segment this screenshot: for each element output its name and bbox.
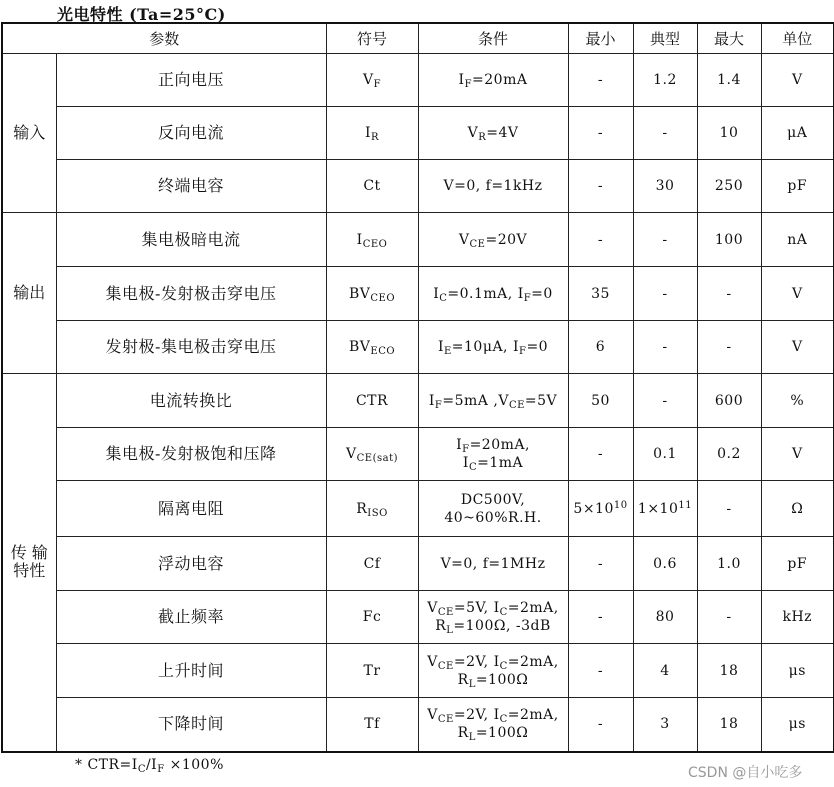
header-symbol: 符号 [326, 23, 418, 54]
symbol: Tr [326, 644, 418, 698]
unit: V [761, 54, 834, 107]
max-value: 600 [697, 374, 761, 428]
symbol: $BV_{ECO}$ [326, 321, 418, 374]
table-row [2, 321, 834, 374]
typ-value: 4 [633, 644, 697, 698]
symbol: Ct [326, 160, 418, 213]
symbol: $I_R$ [326, 107, 418, 160]
header-typ: 典型 [633, 23, 697, 54]
header-param: 参数 [2, 23, 326, 54]
header-min: 最小 [568, 23, 633, 54]
condition: $I_F=5mA$ $,V_{CE}=5V$ [418, 374, 568, 428]
condition: $I_F=20mA$ [418, 54, 568, 107]
unit: nA [761, 213, 834, 267]
group-transfer: 传 输 特性 [2, 374, 56, 752]
symbol: Tf [326, 698, 418, 752]
condition: $I_F=20mA$, $I_C=1mA$ [418, 428, 568, 481]
table-row [2, 374, 834, 428]
param-name: 上升时间 [56, 644, 326, 698]
table-row [2, 267, 834, 321]
typ-value: - [633, 321, 697, 374]
unit: pF [761, 160, 834, 213]
condition: $V_{CE}=2V$, $I_C=2mA$, $R_L=100\Omega$ [418, 698, 568, 752]
typ-value: 0.1 [633, 428, 697, 481]
condition: $I_E=10\mu A$, $I_F=0$ [418, 321, 568, 374]
param-name: 集电极-发射极击穿电压 [56, 267, 326, 321]
unit: V [761, 428, 834, 481]
symbol: $BV_{CEO}$ [326, 267, 418, 321]
typ-value: - [633, 267, 697, 321]
table-row [2, 644, 834, 698]
max-value: 1.0 [697, 537, 761, 591]
typ-value: $1\times 10^{11}$ [633, 481, 697, 537]
typ-value: - [633, 107, 697, 160]
param-name: 集电极暗电流 [56, 213, 326, 267]
table-row [2, 54, 834, 107]
min-value: - [568, 537, 633, 591]
min-value: $5\times 10^{10}$ [568, 481, 633, 537]
typ-value: 3 [633, 698, 697, 752]
typ-value: - [633, 374, 697, 428]
group-input: 输入 [2, 54, 56, 213]
max-value: 0.2 [697, 428, 761, 481]
table-row [2, 213, 834, 267]
symbol: $R_{ISO}$ [326, 481, 418, 537]
typ-value: 0.6 [633, 537, 697, 591]
typ-value: 30 [633, 160, 697, 213]
max-value: 1.4 [697, 54, 761, 107]
symbol: $V_{CE(sat)}$ [326, 428, 418, 481]
header-row [2, 23, 834, 54]
table-row [2, 591, 834, 644]
footnote: * $CTR=I_C/I_F \times 100\%$ [75, 757, 224, 775]
min-value: - [568, 698, 633, 752]
condition: DC500V, 40~60%R.H. [418, 481, 568, 537]
min-value: - [568, 591, 633, 644]
min-value: - [568, 107, 633, 160]
group-output: 输出 [2, 213, 56, 374]
symbol: Fc [326, 591, 418, 644]
condition: $V_R=4V$ [418, 107, 568, 160]
symbol: CTR [326, 374, 418, 428]
min-value: - [568, 428, 633, 481]
condition: $V_{CE}=5V$, $I_C=2mA$, $R_L=100\Omega$, -3dB [418, 591, 568, 644]
header-max: 最大 [697, 23, 761, 54]
unit: μs [761, 698, 834, 752]
max-value: 18 [697, 698, 761, 752]
max-value: - [697, 267, 761, 321]
unit: V [761, 267, 834, 321]
param-name: 浮动电容 [56, 537, 326, 591]
table-row [2, 107, 834, 160]
param-name: 正向电压 [56, 54, 326, 107]
max-value: 100 [697, 213, 761, 267]
min-value: 50 [568, 374, 633, 428]
max-value: 18 [697, 644, 761, 698]
max-value: - [697, 321, 761, 374]
header-unit: 单位 [761, 23, 834, 54]
unit: pF [761, 537, 834, 591]
header-condition: 条件 [418, 23, 568, 54]
min-value: - [568, 54, 633, 107]
symbol: $I_{CEO}$ [326, 213, 418, 267]
table-row [2, 537, 834, 591]
condition: V=0, f=1MHz [418, 537, 568, 591]
unit: V [761, 321, 834, 374]
param-name: 电流转换比 [56, 374, 326, 428]
max-value: 10 [697, 107, 761, 160]
param-name: 集电极-发射极饱和压降 [56, 428, 326, 481]
unit: kHz [761, 591, 834, 644]
unit: μA [761, 107, 834, 160]
unit: μs [761, 644, 834, 698]
condition: $I_C=0.1mA$, $I_F=0$ [418, 267, 568, 321]
unit: % [761, 374, 834, 428]
param-name: 截止频率 [56, 591, 326, 644]
condition: $V_{CE}=2V$, $I_C=2mA$, $R_L=100\Omega$ [418, 644, 568, 698]
max-value: - [697, 481, 761, 537]
condition: V=0, f=1kHz [418, 160, 568, 213]
electro-optical-characteristics-table [1, 22, 834, 753]
watermark: CSDN @自小吃多 [688, 765, 803, 781]
typ-value: - [633, 213, 697, 267]
param-name: 下降时间 [56, 698, 326, 752]
min-value: - [568, 213, 633, 267]
symbol: $V_F$ [326, 54, 418, 107]
max-value: 250 [697, 160, 761, 213]
table-row [2, 160, 834, 213]
min-value: 6 [568, 321, 633, 374]
min-value: 35 [568, 267, 633, 321]
min-value: - [568, 644, 633, 698]
param-name: 终端电容 [56, 160, 326, 213]
condition: $V_{CE}=20V$ [418, 213, 568, 267]
table-title: 光电特性 (Ta=25°C) [57, 5, 226, 24]
param-name: 发射极-集电极击穿电压 [56, 321, 326, 374]
table-row [2, 698, 834, 752]
min-value: - [568, 160, 633, 213]
param-name: 隔离电阻 [56, 481, 326, 537]
typ-value: 80 [633, 591, 697, 644]
symbol: Cf [326, 537, 418, 591]
unit: Ω [761, 481, 834, 537]
table-row [2, 481, 834, 537]
param-name: 反向电流 [56, 107, 326, 160]
max-value: - [697, 591, 761, 644]
table-row [2, 428, 834, 481]
typ-value: 1.2 [633, 54, 697, 107]
